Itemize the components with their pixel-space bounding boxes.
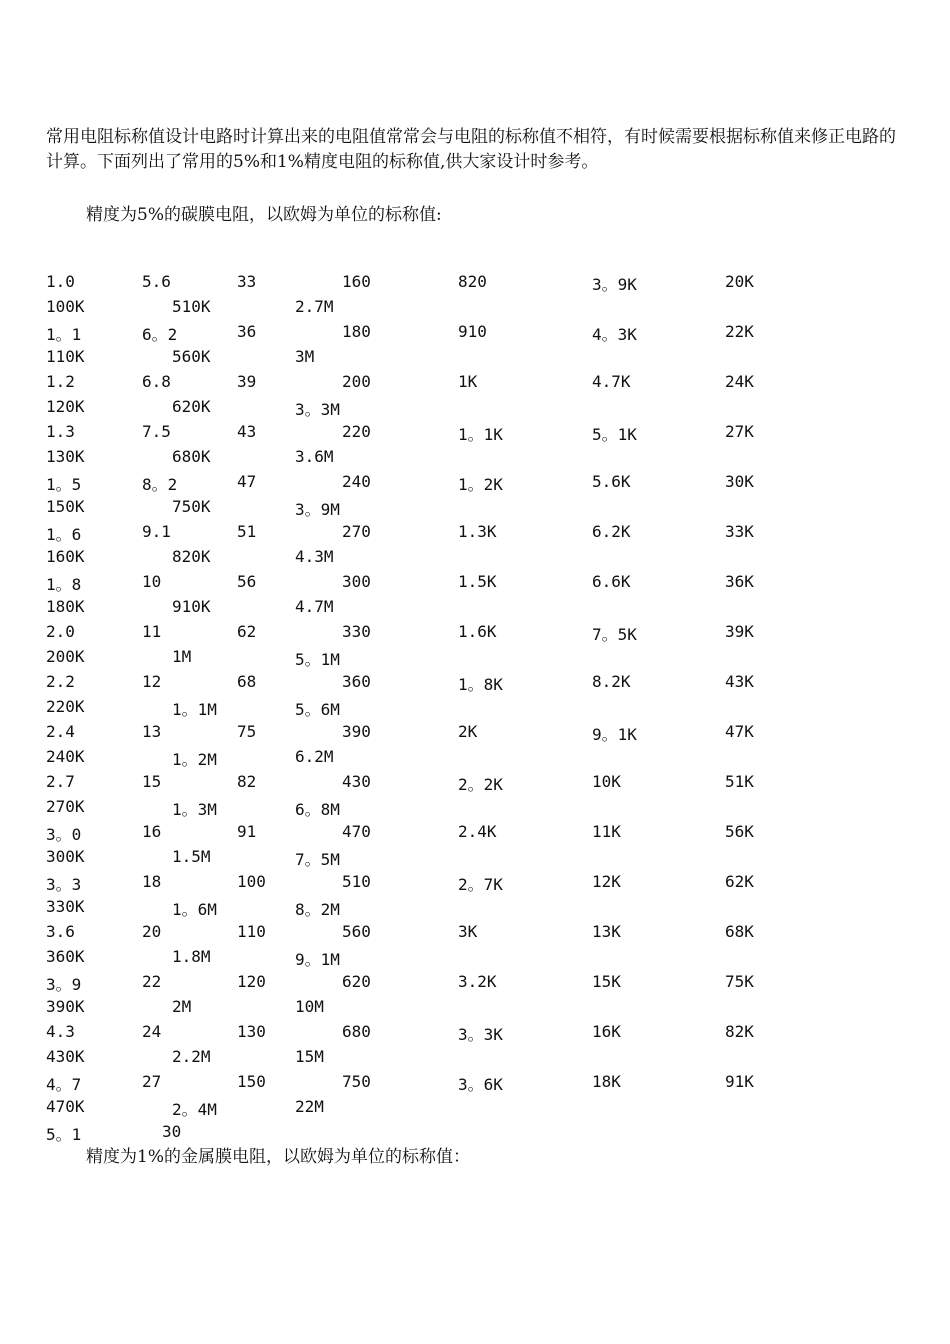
- resistor-value: 6.2K: [592, 522, 631, 541]
- resistor-value: 7。5K: [592, 625, 637, 644]
- resistor-value: 8。2M: [295, 900, 340, 919]
- table-row: [0, 272, 950, 297]
- table-row-continuation: [0, 397, 950, 422]
- resistor-value: 4。7: [46, 1075, 82, 1094]
- resistor-value: 1.6K: [458, 622, 497, 641]
- resistor-value: 24K: [725, 372, 754, 391]
- heading-1-percent: 精度为1%的金属膜电阻，以欧姆为单位的标称值：: [86, 1147, 470, 1167]
- resistor-value: 39K: [725, 622, 754, 641]
- table-row-continuation: [0, 1097, 950, 1122]
- resistor-value: 4.7K: [592, 372, 631, 391]
- resistor-value: 27: [142, 1072, 162, 1091]
- resistor-value: 680: [342, 1022, 371, 1041]
- resistor-value: 1。1: [46, 325, 82, 344]
- resistor-value: 1。6M: [172, 900, 217, 919]
- resistor-value: 180: [342, 322, 371, 341]
- resistor-value: 15K: [592, 972, 621, 991]
- table-row-continuation: [0, 947, 950, 972]
- resistor-value: 620: [342, 972, 371, 991]
- resistor-value: 13K: [592, 922, 621, 941]
- resistor-value: 30K: [725, 472, 754, 491]
- table-row: [0, 522, 950, 547]
- resistor-value: 2。7K: [458, 875, 503, 894]
- table-row-continuation: [0, 497, 950, 522]
- resistor-value: 2K: [458, 722, 478, 741]
- resistor-value: 560K: [172, 347, 211, 366]
- resistor-value: 91K: [725, 1072, 754, 1091]
- resistor-value: 5.6K: [592, 472, 631, 491]
- resistor-value: 820: [458, 272, 487, 291]
- resistor-value: 220: [342, 422, 371, 441]
- resistor-value: 1。1M: [172, 700, 217, 719]
- resistor-value: 1.5K: [458, 572, 497, 591]
- resistor-value: 4。3K: [592, 325, 637, 344]
- resistor-value: 62K: [725, 872, 754, 891]
- resistor-value: 910K: [172, 597, 211, 616]
- resistor-value: 1。1K: [458, 425, 503, 444]
- table-row-continuation: [0, 1047, 950, 1072]
- resistor-value: 470: [342, 822, 371, 841]
- resistor-value: 24: [142, 1022, 162, 1041]
- table-row-continuation: [0, 897, 950, 922]
- resistor-value: 820K: [172, 547, 211, 566]
- resistor-value: 56: [237, 572, 257, 591]
- resistor-value: 3K: [458, 922, 478, 941]
- resistor-value: 8。2: [142, 475, 178, 494]
- resistor-value: 1M: [172, 647, 192, 666]
- resistor-value: 2M: [172, 997, 192, 1016]
- resistor-value: 1。8: [46, 575, 82, 594]
- resistor-value: 130: [237, 1022, 266, 1041]
- resistor-value: 180K: [46, 597, 85, 616]
- resistor-value: 6.6K: [592, 572, 631, 591]
- table-row: [0, 622, 950, 647]
- resistor-value: 12K: [592, 872, 621, 891]
- table-row: [0, 872, 950, 897]
- table-row: [0, 972, 950, 997]
- resistor-value: 16: [142, 822, 162, 841]
- resistor-value: 430K: [46, 1047, 85, 1066]
- resistor-value: 82K: [725, 1022, 754, 1041]
- resistor-value: 620K: [172, 397, 211, 416]
- resistor-value: 200: [342, 372, 371, 391]
- resistor-value: 470K: [46, 1097, 85, 1116]
- resistor-value: 9.1: [142, 522, 171, 541]
- resistor-value: 10K: [592, 772, 621, 791]
- resistor-value: 750K: [172, 497, 211, 516]
- table-row-continuation: [0, 547, 950, 572]
- resistor-value: 2.2: [46, 672, 75, 691]
- resistor-value: 39: [237, 372, 257, 391]
- resistor-value: 62: [237, 622, 257, 641]
- resistor-value: 270: [342, 522, 371, 541]
- resistor-value: 120K: [46, 397, 85, 416]
- resistor-value: 1.5M: [172, 847, 211, 866]
- resistor-value: 8.2K: [592, 672, 631, 691]
- resistor-value: 5。1: [46, 1125, 82, 1144]
- resistor-value: 1K: [458, 372, 478, 391]
- table-row: [0, 772, 950, 797]
- resistor-value: 330: [342, 622, 371, 641]
- resistor-value: 2.7M: [295, 297, 334, 316]
- table-row: [0, 1022, 950, 1047]
- resistor-value: 1.2: [46, 372, 75, 391]
- table-row: [0, 672, 950, 697]
- resistor-value: 330K: [46, 897, 85, 916]
- resistor-value: 75: [237, 722, 257, 741]
- resistor-value: 240K: [46, 747, 85, 766]
- table-row-continuation: [0, 697, 950, 722]
- resistor-value: 82: [237, 772, 257, 791]
- resistor-value: 3。0: [46, 825, 82, 844]
- resistor-value: 33K: [725, 522, 754, 541]
- resistor-value: 200K: [46, 647, 85, 666]
- resistor-value: 1。8K: [458, 675, 503, 694]
- resistor-value: 5。1K: [592, 425, 637, 444]
- resistor-value: 18K: [592, 1072, 621, 1091]
- resistor-value: 1。6: [46, 525, 82, 544]
- resistor-value: 10M: [295, 997, 324, 1016]
- resistor-value: 3.6M: [295, 447, 334, 466]
- resistor-value: 3。9K: [592, 275, 637, 294]
- resistor-value: 68: [237, 672, 257, 691]
- resistor-value: 3。6K: [458, 1075, 503, 1094]
- table-row: [0, 422, 950, 447]
- resistor-value: 9。1M: [295, 950, 340, 969]
- resistor-value: 91: [237, 822, 257, 841]
- resistor-value: 1。2K: [458, 475, 503, 494]
- table-row-continuation: [0, 597, 950, 622]
- resistor-value: 1.0: [46, 272, 75, 291]
- resistor-value: 10: [142, 572, 162, 591]
- resistor-value: 15M: [295, 1047, 324, 1066]
- resistor-value: 9。1K: [592, 725, 637, 744]
- table-row-continuation: [0, 997, 950, 1022]
- resistor-value: 1。5: [46, 475, 82, 494]
- resistor-value: 20K: [725, 272, 754, 291]
- resistor-value: 47: [237, 472, 257, 491]
- resistor-value: 4.3M: [295, 547, 334, 566]
- table-row-continuation: [0, 647, 950, 672]
- table-row-continuation: [0, 447, 950, 472]
- resistor-value: 16K: [592, 1022, 621, 1041]
- table-row: [0, 572, 950, 597]
- resistor-value: 300K: [46, 847, 85, 866]
- table-row: [0, 822, 950, 847]
- resistor-value: 7。5M: [295, 850, 340, 869]
- resistor-value: 51: [237, 522, 257, 541]
- resistor-value: 4.3: [46, 1022, 75, 1041]
- resistor-value: 3。3: [46, 875, 82, 894]
- resistor-value: 150K: [46, 497, 85, 516]
- resistor-value: 47K: [725, 722, 754, 741]
- resistor-value: 360: [342, 672, 371, 691]
- table-row: [0, 472, 950, 497]
- resistor-value: 360K: [46, 947, 85, 966]
- resistor-value: 7.5: [142, 422, 171, 441]
- resistor-value: 3。9M: [295, 500, 340, 519]
- resistor-value: 20: [142, 922, 162, 941]
- resistor-value: 51K: [725, 772, 754, 791]
- resistor-value: 5。1M: [295, 650, 340, 669]
- table-row: [0, 322, 950, 347]
- resistor-value: 5.6: [142, 272, 171, 291]
- resistor-value: 2.4: [46, 722, 75, 741]
- resistor-value: 100: [237, 872, 266, 891]
- resistor-value: 1.3: [46, 422, 75, 441]
- resistor-value: 4.7M: [295, 597, 334, 616]
- resistor-value: 1.8M: [172, 947, 211, 966]
- resistor-value: 110: [237, 922, 266, 941]
- resistor-value: 11K: [592, 822, 621, 841]
- resistor-value: 220K: [46, 697, 85, 716]
- resistor-value: 3。9: [46, 975, 82, 994]
- resistor-value: 30: [162, 1122, 182, 1141]
- resistor-value: 160K: [46, 547, 85, 566]
- resistor-value: 100K: [46, 297, 85, 316]
- table-row: [0, 372, 950, 397]
- resistor-value: 43K: [725, 672, 754, 691]
- resistor-value: 13: [142, 722, 162, 741]
- resistor-value: 2。2K: [458, 775, 503, 794]
- table-row: [0, 722, 950, 747]
- resistor-value: 22: [142, 972, 162, 991]
- resistor-value: 43: [237, 422, 257, 441]
- resistor-value: 6。8M: [295, 800, 340, 819]
- resistor-value: 15: [142, 772, 162, 791]
- resistor-value: 300: [342, 572, 371, 591]
- table-row-continuation: [0, 347, 950, 372]
- resistor-value: 110K: [46, 347, 85, 366]
- resistor-value: 5。6M: [295, 700, 340, 719]
- resistor-value: 12: [142, 672, 162, 691]
- table-row-continuation: [0, 297, 950, 322]
- table-row: [0, 1072, 950, 1097]
- resistor-value: 750: [342, 1072, 371, 1091]
- resistor-value: 1。2M: [172, 750, 217, 769]
- resistor-value: 27K: [725, 422, 754, 441]
- resistor-value: 3.2K: [458, 972, 497, 991]
- heading-5-percent: 精度为5%的碳膜电阻，以欧姆为单位的标称值:: [86, 205, 442, 225]
- resistor-value: 510K: [172, 297, 211, 316]
- resistor-value: 270K: [46, 797, 85, 816]
- resistor-value: 560: [342, 922, 371, 941]
- resistor-value: 68K: [725, 922, 754, 941]
- resistor-value: 36K: [725, 572, 754, 591]
- resistor-value: 680K: [172, 447, 211, 466]
- resistor-value: 18: [142, 872, 162, 891]
- resistor-value: 3M: [295, 347, 315, 366]
- resistor-value: 160: [342, 272, 371, 291]
- resistor-value: 1.3K: [458, 522, 497, 541]
- resistor-value: 6.8: [142, 372, 171, 391]
- table-row: [0, 922, 950, 947]
- table-row-continuation: [0, 847, 950, 872]
- table-row-continuation: [0, 797, 950, 822]
- resistor-value: 3.6: [46, 922, 75, 941]
- resistor-value: 2.2M: [172, 1047, 211, 1066]
- resistor-value: 130K: [46, 447, 85, 466]
- resistor-value: 510: [342, 872, 371, 891]
- resistor-value: 910: [458, 322, 487, 341]
- resistor-value: 22K: [725, 322, 754, 341]
- resistor-value: 2。4M: [172, 1100, 217, 1119]
- resistor-value: 6。2: [142, 325, 178, 344]
- resistor-value: 240: [342, 472, 371, 491]
- resistor-value: 120: [237, 972, 266, 991]
- resistor-value: 36: [237, 322, 257, 341]
- resistor-value: 6.2M: [295, 747, 334, 766]
- resistor-value: 430: [342, 772, 371, 791]
- resistor-value: 150: [237, 1072, 266, 1091]
- resistor-value: 3。3M: [295, 400, 340, 419]
- resistor-value: 3。3K: [458, 1025, 503, 1044]
- resistor-value: 75K: [725, 972, 754, 991]
- resistor-value: 22M: [295, 1097, 324, 1116]
- resistor-value: 2.4K: [458, 822, 497, 841]
- resistor-value: 2.0: [46, 622, 75, 641]
- resistor-value: 390K: [46, 997, 85, 1016]
- resistor-value: 11: [142, 622, 162, 641]
- resistor-value: 33: [237, 272, 257, 291]
- resistor-value: 1。3M: [172, 800, 217, 819]
- resistor-value: 390: [342, 722, 371, 741]
- table-row-continuation: [0, 747, 950, 772]
- resistor-value: 56K: [725, 822, 754, 841]
- intro-paragraph: 常用电阻标称值设计电路时计算出来的电阻值常常会与电阻的标称值不相符，有时候需要根据标称值来修正电路的计算。下面列出了常用的5%和1%精度电阻的标称值,供大家设计时参考。: [46, 127, 896, 172]
- resistor-value: 2.7: [46, 772, 75, 791]
